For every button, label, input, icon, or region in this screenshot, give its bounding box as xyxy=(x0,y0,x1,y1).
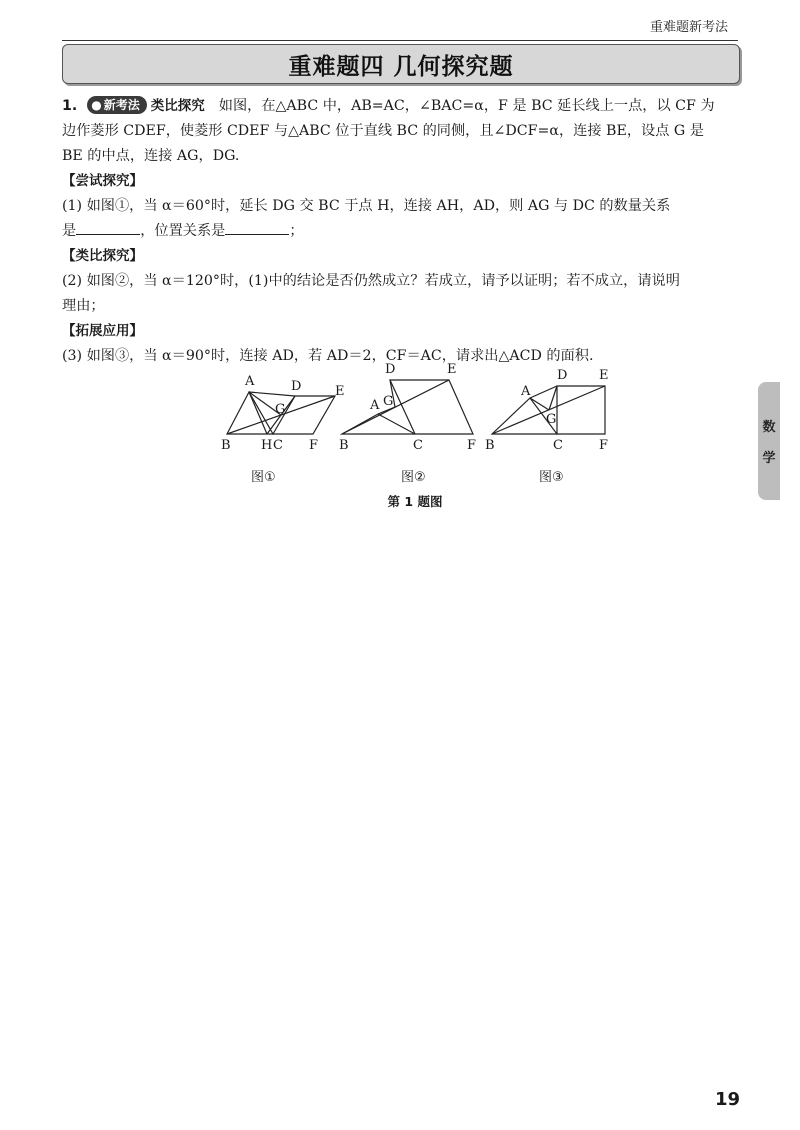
fig1-point-d: D xyxy=(291,379,302,394)
type-tag: 类比探究 xyxy=(150,98,205,114)
figure-group xyxy=(215,362,615,512)
fig1-point-f: F xyxy=(309,438,319,453)
fig1-label: 图① xyxy=(251,470,276,485)
side-tab-char-1: 数 xyxy=(762,420,776,435)
fig3-point-e: E xyxy=(599,368,609,383)
fig2-point-d: D xyxy=(385,362,396,377)
running-head: 重难题新考法 xyxy=(649,20,728,35)
fig3-line-ad xyxy=(530,386,557,398)
part2-line-1: (2) 如图②，当 α＝120°时，(1)中的结论是否仍然成立？若成立，请予以证明；若不成立，请说明 xyxy=(62,273,680,289)
part1-line-2 xyxy=(62,219,752,244)
lightbulb-icon: ● xyxy=(91,98,102,112)
fig1-triangle-abc xyxy=(227,392,273,434)
fig3-label: 图③ xyxy=(539,470,564,485)
part1-line-1: (1) 如图①，当 α＝60°时，延长 DG 交 BC 于点 H，连接 AH，AD，则 AG 与 DC 的数量关系 xyxy=(62,198,671,214)
part2-heading: 【类比探究】 xyxy=(62,248,143,264)
intro-line-2: 边作菱形 CDEF，使菱形 CDEF 与△ABC 位于直线 BC 的同侧，且∠DCF=α，连接 BE，设点 G 是 xyxy=(62,123,704,139)
fig2-point-c: C xyxy=(413,438,423,453)
fig3-square-cdef xyxy=(557,386,605,434)
section-title: 重难题四 几何探究题 xyxy=(288,53,514,80)
fig3-point-c: C xyxy=(553,438,563,453)
section-banner xyxy=(62,44,740,84)
problem-intro xyxy=(62,94,752,119)
fig2-point-b: B xyxy=(339,438,349,453)
fig3-line-ag xyxy=(530,398,549,410)
part1-heading: 【尝试探究】 xyxy=(62,173,143,189)
fig3-point-g: G xyxy=(546,412,557,427)
fig2-point-f: F xyxy=(467,438,477,453)
figure-2-lines xyxy=(342,380,473,434)
figure-caption: 第 1 题图 xyxy=(387,494,443,509)
problem-body xyxy=(62,94,752,369)
fig2-point-e: E xyxy=(447,362,457,377)
part1-line-2-a: 是 xyxy=(62,223,77,239)
fig2-triangle-abc xyxy=(342,414,415,434)
fig1-point-a: A xyxy=(245,374,255,389)
part1-line-2-c: ； xyxy=(289,223,304,239)
new-method-badge xyxy=(87,96,147,114)
fig2-point-a: A xyxy=(370,398,380,413)
header-rule xyxy=(62,40,738,41)
fig1-point-h: H xyxy=(261,438,273,453)
intro-line-1: 如图，在△ABC 中，AB=AC，∠BAC=α，F 是 BC 延长线上一点，以 CF 为 xyxy=(218,98,715,114)
fig2-rhombus-cdef xyxy=(390,380,473,434)
fig3-point-b: B xyxy=(485,438,495,453)
problem-number: 1. xyxy=(62,98,78,114)
fig3-point-d: D xyxy=(557,368,568,383)
fig1-point-b: B xyxy=(221,438,231,453)
subject-side-tab xyxy=(758,382,780,500)
fig2-label: 图② xyxy=(401,470,426,485)
fig3-point-f: F xyxy=(599,438,609,453)
fig1-point-g: G xyxy=(275,402,286,417)
intro-line-3: BE 的中点，连接 AG，DG. xyxy=(62,148,240,164)
part2-line-2: 理由； xyxy=(62,298,105,314)
part3-line-1: (3) 如图③，当 α＝90°时，连接 AD，若 AD＝2，CF＝AC，请求出△ACD 的面积. xyxy=(62,348,594,364)
fig1-point-c: C xyxy=(273,438,283,453)
part3-heading: 【拓展应用】 xyxy=(62,323,143,339)
fig2-point-g: G xyxy=(383,394,394,409)
page-number: 19 xyxy=(714,1089,740,1110)
fig1-point-e: E xyxy=(335,384,345,399)
answer-blank-position[interactable] xyxy=(225,220,289,235)
fig1-line-ad xyxy=(249,392,295,396)
part1-line-2-b: ，位置关系是 xyxy=(140,223,226,239)
fig3-point-a: A xyxy=(521,384,531,399)
fig2-line-be xyxy=(342,380,449,434)
answer-blank-quantity[interactable] xyxy=(76,220,140,235)
badge-label: 新考法 xyxy=(103,98,140,112)
side-tab-char-2: 学 xyxy=(762,451,776,466)
